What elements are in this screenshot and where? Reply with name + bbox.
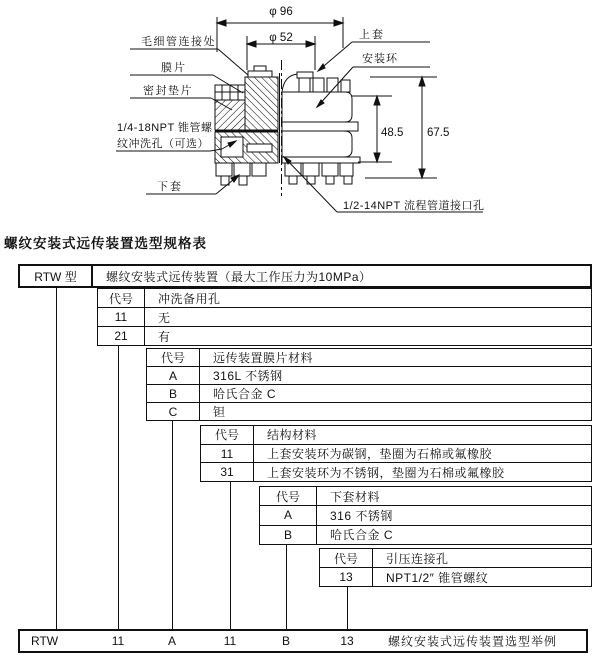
desc-cell: 有	[158, 329, 171, 344]
desc-cell: 上套安装环为不锈钢，垫圈为石棉或氟橡胶	[267, 465, 505, 480]
section-left-group	[215, 66, 280, 185]
code-header-cell: 代号	[260, 487, 317, 505]
code-header-cell: 代号	[147, 349, 200, 366]
model-code-cell: RTW 型	[20, 266, 93, 286]
desc-header-cell: 冲洗备用孔	[158, 291, 221, 306]
example-item: 13	[340, 634, 354, 648]
table-row	[320, 567, 591, 586]
connector-line	[56, 287, 57, 629]
desc-cell: NPT1/2″ 锥管螺纹	[386, 570, 489, 585]
connector-line	[118, 346, 119, 629]
mounting-ring-label: 安装环	[362, 53, 398, 65]
table-row	[98, 326, 591, 345]
connector-line	[230, 482, 231, 629]
code-cell: A	[260, 506, 317, 524]
example-row	[18, 629, 588, 653]
desc-cell: 316 不锈钢	[330, 508, 393, 523]
dim-48-5-label: 48.5	[381, 127, 404, 139]
connector-line	[286, 545, 287, 629]
code-cell: 11	[98, 308, 145, 326]
dim-67-5-label: 67.5	[427, 127, 450, 139]
gasket-label: 密封垫片	[143, 85, 193, 97]
desc-cell: 钽	[213, 405, 226, 419]
code-header-cell: 代号	[98, 289, 145, 307]
example-item: 11	[223, 634, 237, 648]
desc-header-cell: 结构材料	[267, 428, 318, 443]
code-cell: 21	[98, 327, 145, 345]
table-row	[260, 505, 591, 524]
code-cell: 13	[320, 568, 373, 586]
table-block-structure-material	[200, 425, 592, 482]
code-cell: 11	[201, 445, 254, 463]
desc-cell: 哈氏合金 C	[330, 528, 394, 543]
table-row	[320, 549, 591, 567]
table-row	[147, 349, 591, 366]
technical-drawing	[0, 0, 600, 228]
code-header-cell: 代号	[320, 549, 373, 567]
table-row	[260, 487, 591, 505]
code-header-cell: 代号	[201, 426, 254, 444]
code-cell: A	[147, 367, 200, 384]
table-row	[201, 444, 591, 463]
table-row	[147, 384, 591, 402]
table-row	[201, 426, 591, 444]
capillary-label: 毛细管连接处	[141, 36, 216, 48]
code-cell: B	[260, 526, 317, 544]
lower-sleeve-label: 下套	[157, 181, 183, 193]
code-cell: B	[147, 385, 200, 402]
table-block-lower-sleeve-material	[259, 486, 592, 545]
process-port-label: 1/2-14NPT 流程管道接口孔	[343, 200, 485, 212]
table-row	[147, 366, 591, 384]
desc-cell: 316L 不锈钢	[213, 369, 283, 383]
diaphragm-label: 膜片	[161, 62, 187, 74]
example-item: 11	[111, 634, 125, 648]
code-cell: 31	[201, 463, 254, 481]
model-desc-cell: 螺纹安装式远传装置（最大工作压力为10MPa）	[106, 269, 372, 284]
table-block-pressure-connection	[319, 548, 592, 587]
desc-header-cell: 下套材料	[330, 489, 381, 504]
code-cell: C	[147, 403, 200, 420]
desc-header-cell: 引压连接孔	[386, 551, 449, 566]
desc-cell: 无	[158, 310, 171, 325]
table-row	[98, 307, 591, 326]
example-item: B	[281, 634, 291, 648]
example-item: RTW	[31, 634, 59, 648]
upper-sleeve-label: 上套	[359, 29, 385, 41]
table-row	[260, 525, 591, 544]
connector-line	[172, 421, 173, 629]
dim-phi96-label: φ 96	[269, 6, 293, 18]
table-block-flush-hole	[97, 288, 592, 346]
model-row	[18, 264, 592, 288]
flush-port-label-line2: 纹冲洗孔（可选）	[117, 138, 209, 150]
table-row	[147, 402, 591, 420]
desc-cell: 哈氏合金 C	[213, 387, 277, 401]
flush-port-label-line1: 1/4-18NPT 锥管螺	[117, 122, 213, 134]
example-label: 螺纹安装式远传装置选型举例	[388, 634, 558, 649]
desc-cell: 上套安装环为碳钢，垫圈为石棉或氟橡胶	[267, 447, 493, 461]
table-block-diaphragm-material	[146, 348, 592, 421]
desc-header-cell: 远传装置膜片材料	[213, 351, 314, 365]
table-row	[201, 462, 591, 481]
dim-phi52-label: φ 52	[269, 32, 293, 44]
connector-line	[347, 587, 348, 629]
table-title: 螺纹安装式远传装置选型规格表	[4, 236, 207, 251]
table-row	[98, 289, 591, 307]
example-item: A	[167, 634, 177, 648]
